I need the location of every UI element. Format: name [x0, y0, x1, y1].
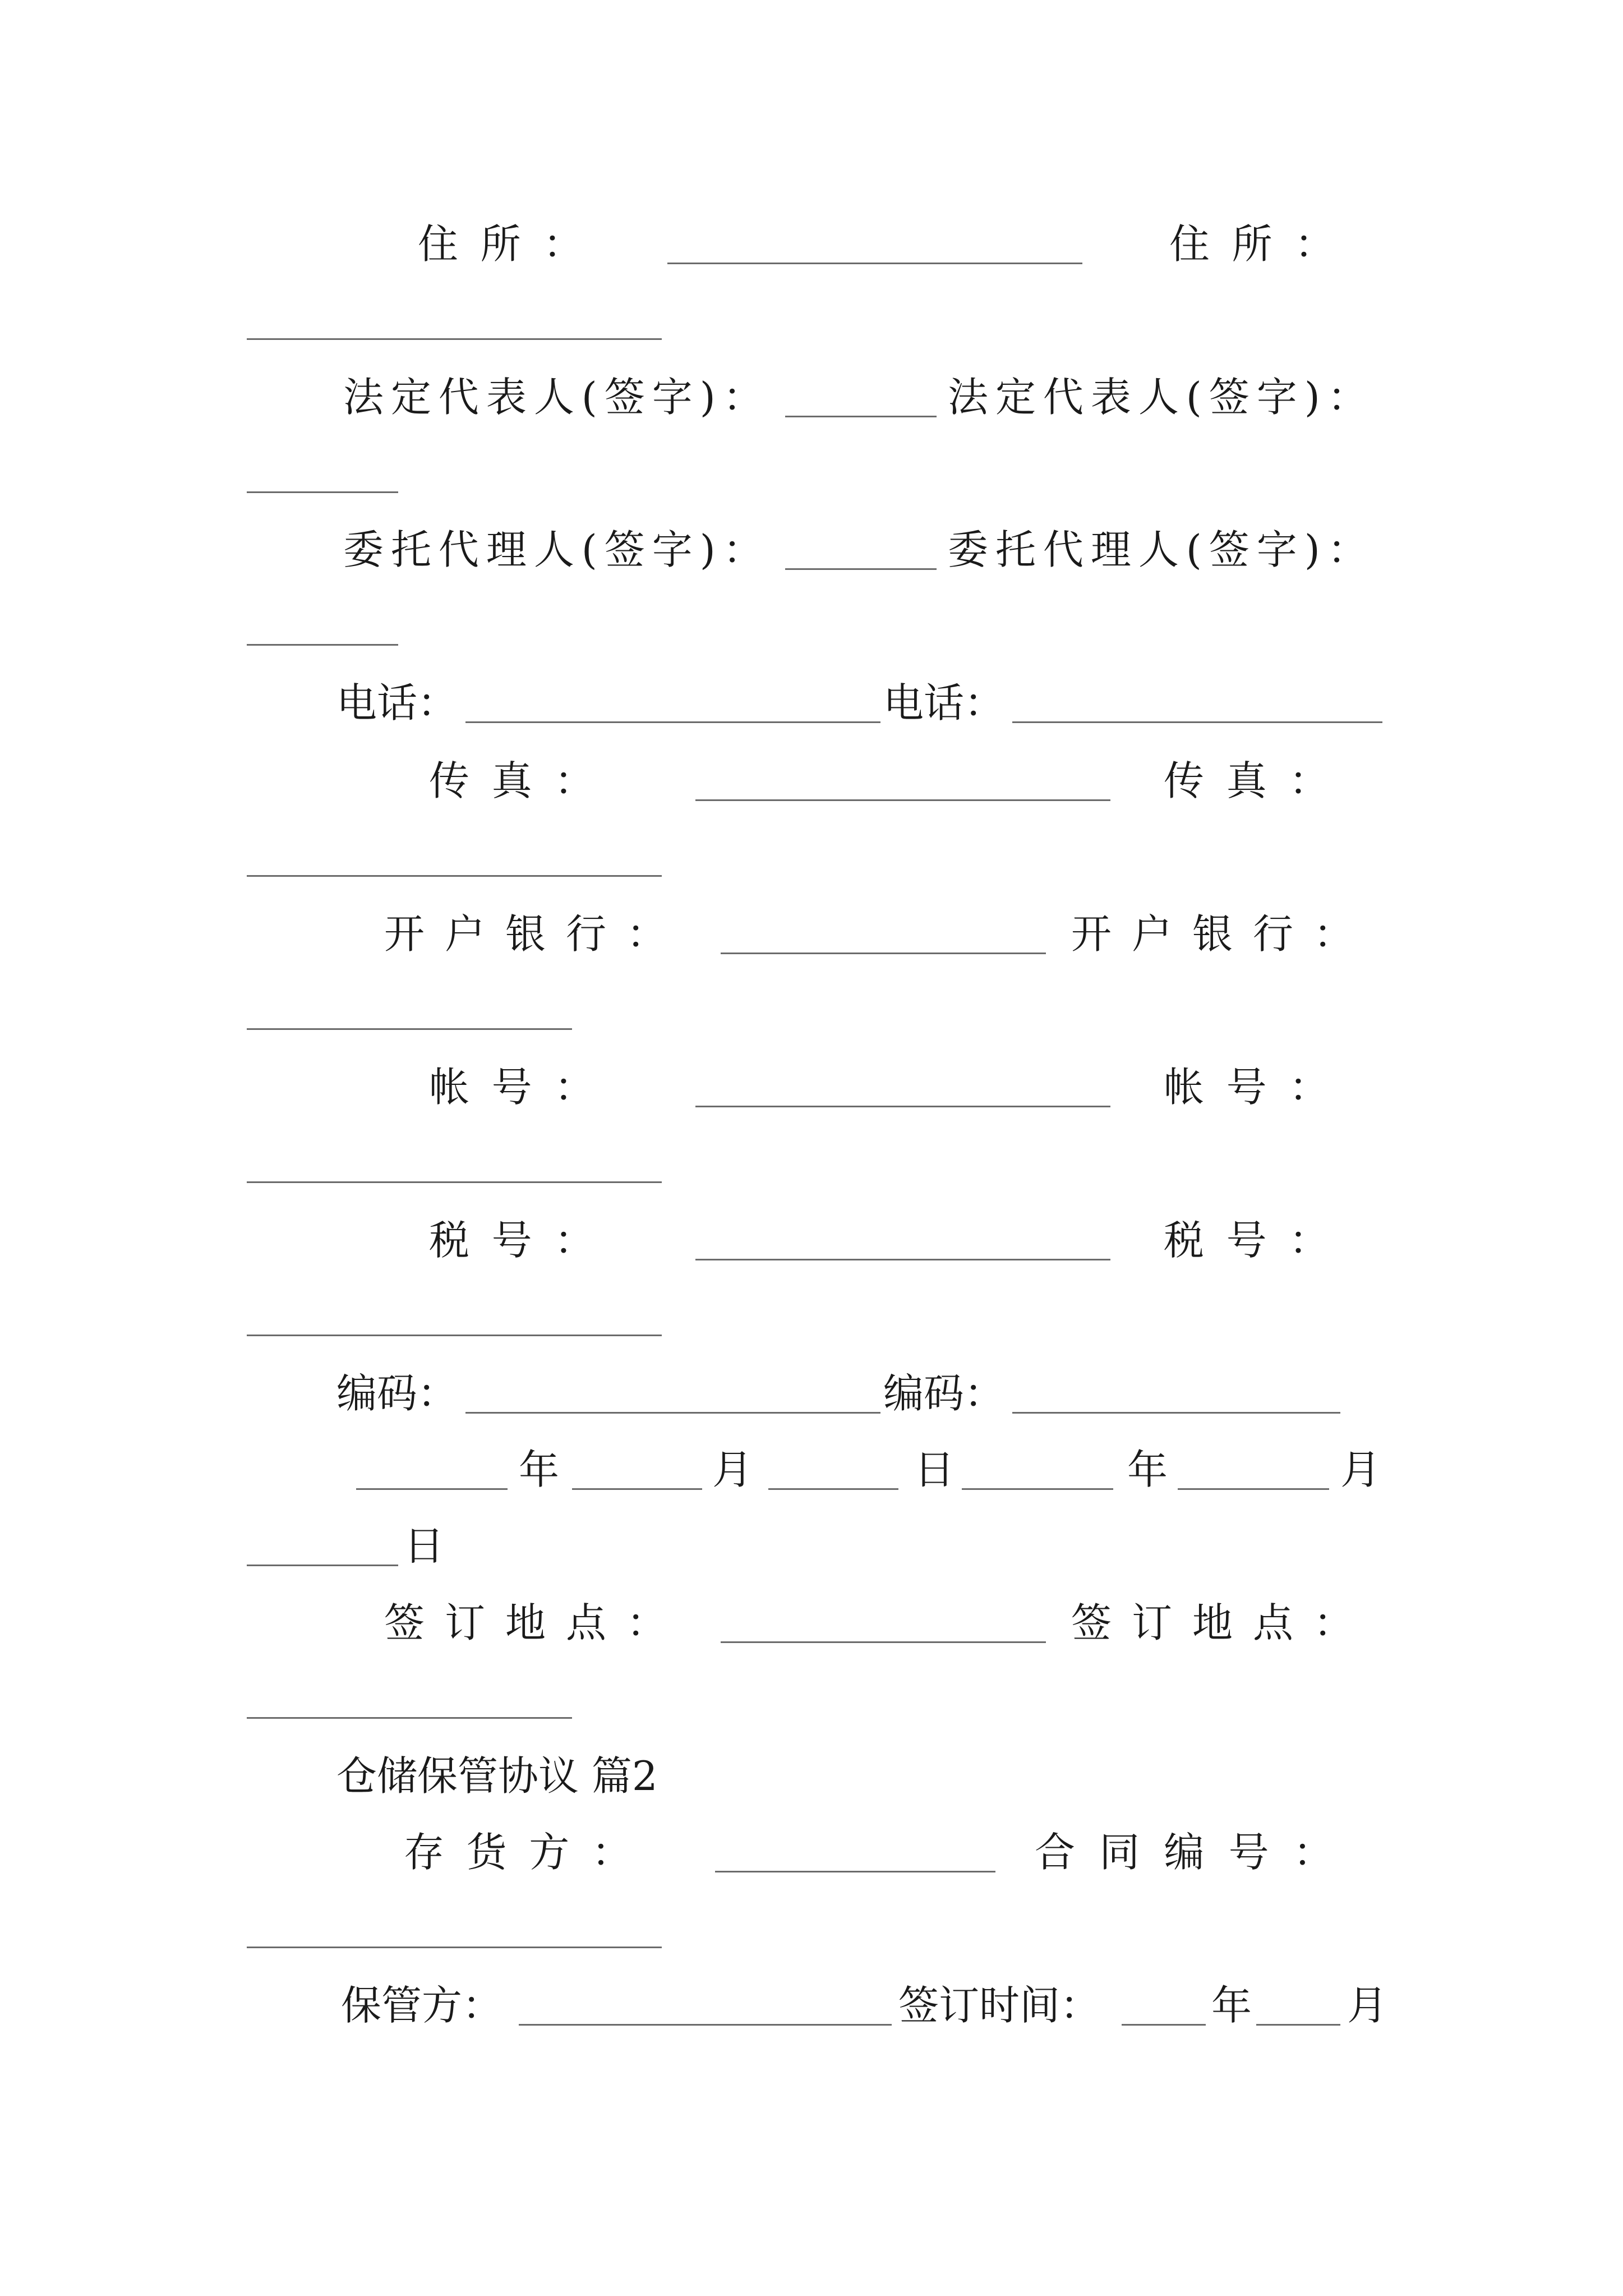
address-label-left: 住所：: [418, 220, 606, 268]
date-month-blank-left[interactable]: [572, 1488, 702, 1490]
section-title-row: [0, 1748, 1623, 1804]
legal-rep-blank-left[interactable]: [785, 416, 937, 417]
agent-label-right: 委托代理人(签字)：: [948, 526, 1375, 573]
section-title: 仓储保管协议 篇2: [336, 1752, 658, 1800]
bank-blank-left[interactable]: [721, 953, 1046, 954]
legal-rep-label-right: 法定代表人(签字)：: [948, 374, 1375, 421]
legal-rep-label-left: 法定代表人(签字)：: [343, 374, 771, 421]
date-day-row: [0, 1518, 1623, 1574]
date-month-right: 月: [1340, 1446, 1381, 1493]
sign-time-year-blank[interactable]: [1122, 2024, 1206, 2026]
date-month-left: 月: [712, 1446, 753, 1493]
depositor-blank[interactable]: [715, 1871, 995, 1872]
agent-label-left: 委托代理人(签字)：: [343, 526, 771, 573]
place-blank-right[interactable]: [247, 1717, 572, 1719]
tax-blank-left[interactable]: [695, 1259, 1110, 1260]
date-year-blank-right[interactable]: [962, 1488, 1113, 1490]
sign-time-label: 签订时间：: [898, 1982, 1101, 2029]
account-label-left: 帐号：: [429, 1064, 617, 1111]
phone-label-left: 电话：: [336, 679, 458, 726]
bank-label-right: 开户银行：: [1071, 910, 1375, 958]
tax-label-left: 税号：: [429, 1217, 617, 1264]
fax-label-right: 传真：: [1164, 757, 1352, 804]
address-blank-right[interactable]: [247, 338, 662, 340]
tax-label-right: 税号：: [1164, 1217, 1352, 1264]
code-blank-right[interactable]: [1012, 1412, 1340, 1414]
place-label-right: 签订地点：: [1071, 1599, 1375, 1646]
custodian-label: 保管方：: [341, 1982, 503, 2029]
phone-blank-right[interactable]: [1012, 721, 1382, 723]
sign-time-month-blank[interactable]: [1256, 2024, 1340, 2026]
date-year-blank-left[interactable]: [356, 1488, 508, 1490]
depositor-label: 存货方：: [404, 1829, 654, 1876]
agent-blank-left[interactable]: [785, 568, 937, 570]
address-blank-left[interactable]: [667, 263, 1082, 264]
sign-time-month: 月: [1347, 1982, 1388, 2029]
fax-blank-right[interactable]: [247, 875, 662, 877]
code-label-left: 编码：: [336, 1370, 458, 1417]
code-blank-left[interactable]: [465, 1412, 880, 1414]
date-day-blank-left[interactable]: [768, 1488, 898, 1490]
address-label-right: 住所：: [1169, 220, 1357, 268]
date-day-blank-right[interactable]: [247, 1565, 398, 1566]
account-blank-right[interactable]: [247, 1181, 662, 1183]
phone-label-right: 电话：: [883, 679, 1005, 726]
fax-label-left: 传真：: [429, 757, 617, 804]
tax-blank-right[interactable]: [247, 1335, 662, 1336]
date-month-blank-right[interactable]: [1178, 1488, 1329, 1490]
contract-no-label: 合同编号：: [1035, 1829, 1358, 1876]
date-year-left: 年: [519, 1446, 560, 1493]
place-blank-left[interactable]: [721, 1641, 1046, 1643]
account-label-right: 帐号：: [1164, 1064, 1352, 1111]
fax-blank-left[interactable]: [695, 799, 1110, 801]
code-label-right: 编码：: [883, 1370, 1005, 1417]
contract-no-blank[interactable]: [247, 1947, 662, 1948]
phone-blank-left[interactable]: [465, 721, 880, 723]
date-day-right: 日: [404, 1522, 445, 1570]
place-label-left: 签订地点：: [384, 1599, 688, 1646]
date-day-left: 日: [914, 1446, 955, 1493]
bank-label-left: 开户银行：: [384, 910, 688, 958]
legal-rep-blank-right[interactable]: [247, 491, 398, 493]
sign-time-year: 年: [1211, 1982, 1252, 2029]
bank-blank-right[interactable]: [247, 1028, 572, 1030]
date-year-right: 年: [1127, 1446, 1168, 1493]
custodian-blank[interactable]: [519, 2024, 892, 2026]
account-blank-left[interactable]: [695, 1106, 1110, 1107]
agent-blank-right[interactable]: [247, 644, 398, 646]
